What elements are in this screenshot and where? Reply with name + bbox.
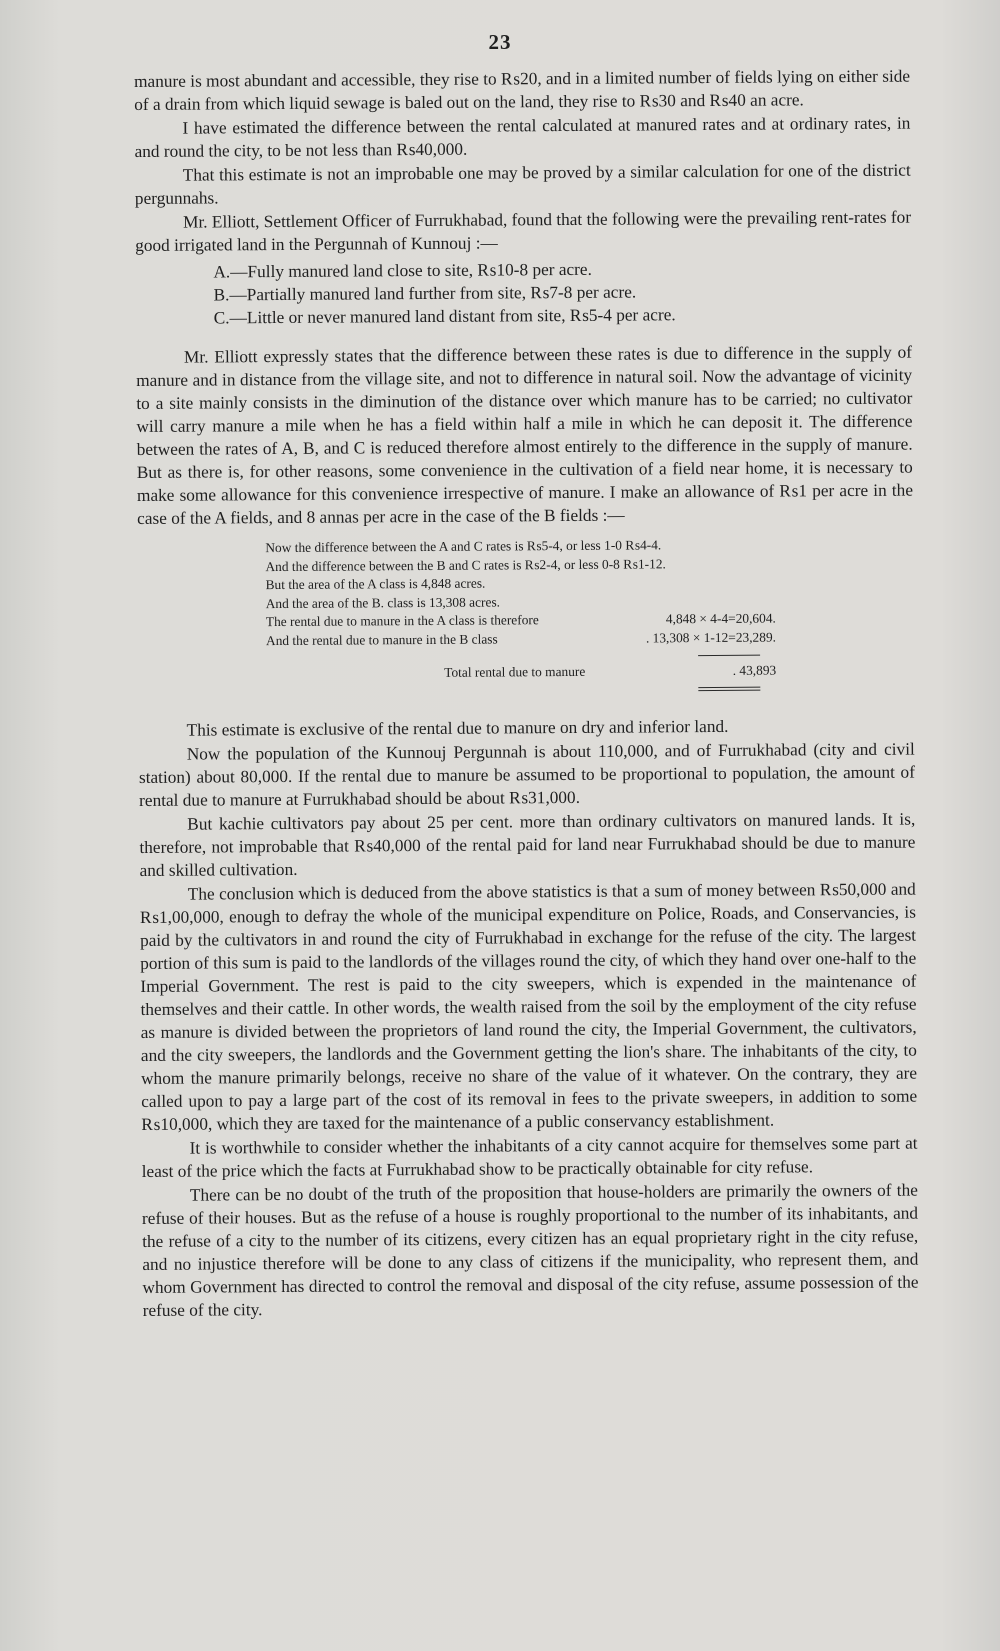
- calc-text: And the area of the B. class is 13,308 acres.: [265, 593, 501, 611]
- calc-figure: . 13,308 × 1-12=23,289.: [645, 629, 777, 645]
- rent-rates-list: [213, 256, 911, 330]
- paragraph: manure is most abundant and accessible, they rise to ₨20, and in a limited number of fields lying on either side of a drain from which liquid sewage is baled out on the land, they rise to ₨30 and ₨40 an acre.: [134, 66, 911, 114]
- calc-text: The rental due to manure in the A class is therefore: [265, 612, 539, 630]
- paragraph: This estimate is exclusive of the rental due to manure on dry and inferior land.: [186, 716, 729, 740]
- page-number: 23: [488, 30, 512, 54]
- calc-total-line: [266, 662, 776, 684]
- calc-text: Now the difference between the A and C rates is ₨5-4, or less 1-0 ₨4-4.: [265, 537, 662, 556]
- calc-text: And the difference between the B and C rates is ₨2-4, or less 0-8 ₨1-12.: [265, 555, 666, 574]
- total-double-rule: [698, 686, 760, 690]
- paragraph: I have estimated the difference between the rental calculated at manured rates and at ordinary rates, in and round the city, to be not less than ₨40,000.: [134, 113, 911, 161]
- paragraph: Now the population of the Kunnouj Pergunnah is about 110,000, and of Furrukhabad (city and civil station) about 80,000. If the rental due to manure be assumed to be proportional to population, the amount of rental due to manure at Furrukhabad should be about ₨31,000.: [138, 739, 915, 810]
- total-rule: [698, 655, 760, 656]
- concluding-section: [139, 713, 919, 1321]
- total-value: . 43,893: [732, 662, 777, 678]
- rate-item: A.—Fully manured land close to site, ₨10-8 per acre.: [213, 259, 592, 282]
- calc-text: And the rental due to manure in the B class: [265, 630, 498, 648]
- rental-calculation: [265, 536, 776, 694]
- rate-item: C.—Little or never manured land distant from site, ₨5-4 per acre.: [213, 305, 676, 328]
- paragraph: Mr. Elliott expressly states that the difference between these rates is due to difference in the supply of manure and in distance from the village site, and not to difference in natural soil. Now the advantage of vicinity to a site mainly consists in the diminution of the distance over which manure has to be carried; no cultivator will carry manure a mile when he has a field within half a mile in which he can deposit it. The difference between the rates of A, B, and C is reduced therefore almost entirely to the difference in the supply of manure. But as there is, for other reasons, some convenience in the cultivation of a field near home, it is necessary to make some allowance for this convenience irrespective of manure. I make an allowance of ₨1 per acre in the case of the A fields, and 8 annas per acre in the case of the B fields :—: [136, 342, 914, 528]
- total-label: Total rental due to manure: [444, 663, 586, 680]
- paragraph: It is worthwhile to consider whether the inhabitants of a city cannot acquire for themselves some part at least of the price which the facts at Furrukhabad show to be practically obtainable for city refuse.: [141, 1133, 918, 1181]
- paragraph: There can be no doubt of the truth of the proposition that house-holders are primarily the owners of the refuse of their houses. But as the refuse of a house is roughly proportional to the number of its inhabitants, and the refuse of a city to the number of its citizens, every citizen has an equal proprietary right in the city refuse, and no injustice therefore will be done to any class of citizens if the municipality, who represent them, and whom Government has directed to control the removal and disposal of the city refuse, assume possession of the refuse of the city.: [141, 1180, 919, 1320]
- paragraph: That this estimate is not an improbable one may be proved by a similar calculation for one of the district pergunnahs.: [134, 160, 911, 208]
- paragraph: But kachie cultivators pay about 25 per cent. more than ordinary cultivators on manured lands. It is, therefore, not improbable that ₨40,000 of the rental paid for land near Furrukhabad should be due to manure and skilled cultivation.: [139, 809, 916, 880]
- calc-line: [266, 628, 776, 650]
- rate-item: B.—Partially manured land further from site, ₨7-8 per acre.: [213, 282, 637, 305]
- paragraph: Mr. Elliott, Settlement Officer of Furrukhabad, found that the following were the prevailing rent-rates for good irrigated land in the Pergunnah of Kunnouj :—: [135, 207, 912, 255]
- paragraph: The conclusion which is deduced from the above statistics is that a sum of money between ₨50,000 and ₨1,00,000, enough to defray the whole of the municipal expenditure on Police, Roads, and Conservancies, is paid by the cultivators in and round the city of Furrukhabad in exchange for the refuse of the city. The largest portion of this sum is paid to the landlords of the villages round the city, of which they hand over one-half to the Imperial Government. The rest is paid to the city sweepers, which is expended in the maintenance of themselves and their cattle. In other words, the wealth raised from the soil by the employment of the city refuse as manure is divided between the proprietors of land round the city, the Imperial Government, the cultivators, and the city sweepers, the landlords and the Government getting the lion's share. The inhabitants of the city, to whom the manure primarily belongs, receive no share of the value of it whatever. On the contrary, they are called upon to pay a large part of the cost of its removal in fees to the private sweepers, in addition to some ₨10,000, which they are taxed for the maintenance of a public conservancy establishment.: [139, 879, 918, 1134]
- body-text: [134, 65, 919, 1323]
- calc-figure: 4,848 × 4-4=20,604.: [665, 610, 776, 627]
- calc-text: But the area of the A class is 4,848 acres.: [265, 575, 486, 593]
